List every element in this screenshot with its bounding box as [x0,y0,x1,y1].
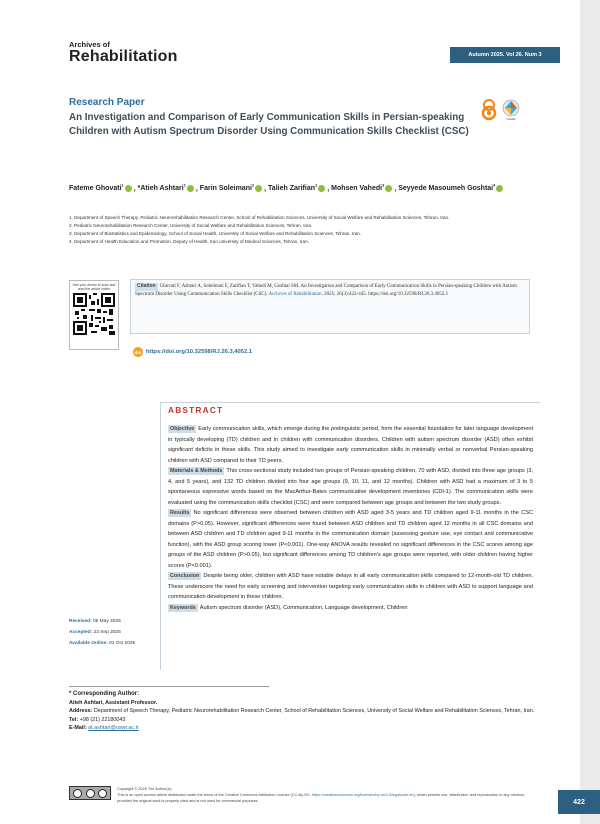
email-link[interactable]: at.ashtari@uswr.ac.ir [88,725,139,732]
corresponding-address [69,707,539,716]
doi-link[interactable]: https://doi.org/10.32598/RJ.26.3.4052.1 [146,349,253,355]
abstract-objective [168,424,533,466]
keywords-label: Keywords [170,604,196,611]
abstract-title: ABSTRACT [168,405,224,415]
crossmark-icon[interactable] [502,99,520,121]
journal-name: Rehabilitation [69,48,178,65]
author-affiliation: 1 [314,183,318,188]
license-url[interactable]: https://creativecommons.org/licenses/by-nc/4.0/legalcode.en [311,793,414,797]
doi-icon: doi [133,347,143,357]
author[interactable] [69,185,134,192]
author-name: Farin Soleimani [199,185,252,193]
cc-by-nc-icon[interactable] [69,786,111,800]
conclusion-label: Conclusion [170,573,200,579]
qr-code-icon [73,293,115,335]
paper-type: Research Paper [69,97,145,108]
citation-label: Citation [137,283,156,289]
author-affiliation: 4 [493,183,496,188]
affiliation-2: 2. Pediatric Neurorehabilitation Research Center, University of Social Welfare and Rehabilitation Sciences, Tehran, Iran. [69,223,313,228]
orcid-icon[interactable] [385,185,392,192]
article-dates [69,616,135,649]
issue-info: Autumn 2025. Vol 26. Num 3 [450,47,560,63]
corresponding-author [69,686,539,733]
license-text [117,786,529,804]
author-separator: , [394,185,399,193]
objective-label: Objective [170,426,195,432]
license-tail: ), which permits use, distribution, and reproduction in any medium, provided the original work is properly cited and is not used for commercial purposes. [117,793,526,803]
received-date: 05 May 2025 [93,619,121,624]
accepted-label: Accepted: [69,630,93,635]
received-label: Received: [69,619,92,624]
author[interactable] [138,185,196,192]
license-body: This is an open access article distributed under the terms of the Creative Commons Attribution License (CC-By-NC: [117,793,311,797]
author-name: Mohsen Vahedi [331,185,383,193]
conclusion-text: Despite being older, children with ASD have notable delays in all early communication skills compared to 12-month-old TD children. These underscore the need for early screening and intervention targeting early communication skills in children with ASD to support language and communication development in these children. [168,573,533,600]
citation-box [130,279,530,334]
author-affiliation: 3 [382,183,385,188]
author-separator: , [195,185,200,193]
methods-label: Materials & Methods [170,468,223,474]
orcid-icon[interactable] [187,185,194,192]
tel-value: +98 (21) 22180043 [79,716,126,723]
citation-text: Ghovati F, Ashtari A, Soleimani F, Zarifian T, Vahedi M, Goshtai SM. An Investigation and Comparison of Early Communication Skills in Persian-speaking Children with Autism Spectrum Disorder Using Communication Skills Checklist (CSC). [135,284,517,297]
keywords-text: Autism spectrum disorder (ASD), Communication, Language development, Children [199,604,408,611]
abstract-keywords [168,603,533,614]
corresponding-tel [69,716,539,725]
corresponding-heading: * Corresponding Author: [69,691,140,697]
orcid-icon[interactable] [318,185,325,192]
author-name: *Atieh Ashtari [137,185,184,193]
online-date: 01 Oct 2025 [109,641,136,646]
affiliation-4: 4. Department of Health Education and Promotion, Deputy of Health, Iran university of Medical Sciences, Tehran, Iran. [69,239,309,244]
author-affiliation: 2 [251,183,255,188]
orcid-icon[interactable] [496,185,503,192]
license-area [69,786,529,804]
badges [480,99,520,121]
author-separator: , [327,185,332,193]
author[interactable] [268,185,327,192]
tel-label: Tel: [69,716,79,723]
author-name: Seyyede Masoumeh Goshtai [398,185,494,193]
results-label: Results [170,510,190,516]
qr-caption: Use your device to scan and read the article online [72,283,116,291]
abstract-results [168,508,533,571]
author[interactable] [200,185,264,192]
author-name: Fateme Ghovati [69,185,122,193]
author-affiliation: 1 [183,183,186,188]
abstract-body [168,424,533,613]
abstract-methods [168,466,533,508]
author[interactable] [398,185,505,192]
crossmark-label: CrossMark [503,117,519,121]
side-stripe [580,0,600,824]
orcid-icon[interactable] [125,185,132,192]
copyright: Copyright © 2025 The Author(s); [117,787,172,791]
corresponding-name: Atieh Ashtari, Assistant Professor. [69,699,158,706]
citation-journal-link[interactable]: Archives of Rehabilitation [268,291,322,297]
email-label: E-Mail: [69,725,87,732]
corresponding-email [69,724,539,733]
accepted-date: 23 Sep 2025 [93,630,121,635]
methods-text: This cross-sectional study included two groups of Persian-speaking children, 70 with ASD, divided into three age groups (3, 4, and 5 years), and 132 TD children divided into four age groups (9, 10, 11, and 12 months). Children with ASD had a maximum of 3 to 5 spontaneous expressive words based on the MacArthur-Bates communicative development inventories (CDI-1). The communication skills were evaluated using the communication skills checklist (CSC) and were compared between age groups and between the two study groups. [168,468,533,506]
author-affiliation: 1 [121,183,124,188]
qr-box[interactable] [69,280,119,350]
divider [69,686,269,687]
doi-line[interactable] [133,347,252,357]
objective-text: Early communication skills, which emerge during the prelinguistic period, form the essential foundation for later language development in typically developing (TD) children and in children with communication disorders. Children with autism spectrum disorder (ASD) often exhibit significant deficits in these skills. This study aimed to investigate early communication skills in minimally verbal or nonverbal Persian-speaking children with ASD compared to their TD peers. [168,426,533,464]
open-access-icon[interactable] [480,99,498,121]
address-text: Department of Speech Therapy, Pediatric Neurorehabilitation Research Center, School of Rehabilitation Sciences, University of Social Welfare and Rehabilitation Sciences, Tehran, Iran. [93,708,535,715]
affiliation-3: 3. Department of Biostatistics and Epidemiology, School of Social Health, University of Social Welfare and Rehabilitation Sciences, Tehran, Iran. [69,231,362,236]
author-list [69,183,559,192]
paper-title: An Investigation and Comparison of Early Communication Skills in Persian-speaking Children with Autism Spectrum Disorder Using Communication Skills Checklist (CSC) [69,112,469,137]
author-separator: , [264,185,269,193]
results-text: No significant differences were observed between children with ASD aged 3-5 years and TD children aged 9-11 months in the CSC domains (P>0.05). However, significant differences were found between ASD children and TD children aged 12 months in all CSC domains and between ASD children and TD children aged 9-11 months in the communication domain (assessing gesture use, eye contact and communicative function), with the ASD group scoring lower (P<0.001). One-way ANOVA results revealed no significant differences in the CSC scores among age groups of the ASD children (P>0.05), but significant differences among TD children's age groups were reported, with older children having higher scores (P<0.001). [168,510,533,569]
online-label: Available Online: [69,641,108,646]
orcid-icon[interactable] [255,185,262,192]
address-label: Address: [69,708,93,715]
author-separator: , [133,185,138,193]
affiliation-1: 1. Department of Speech Therapy, Pediatric Neurorehabilitation Research Center, School of Rehabilitation Sciences, University of Social Welfare and Rehabilitation Sciences, Tehran, Iran. [69,215,450,220]
affiliations [69,214,529,246]
author-name: Talieh Zarifian [268,185,315,193]
abstract-conclusion [168,571,533,603]
author[interactable] [331,185,394,192]
journal-name-small: Archives of [69,40,110,49]
page-number: 422 [558,790,600,814]
citation-tail: . 2025; 26(3):422-445. https://doi.org/10.32598/RJ.26.3.4052.1 [321,291,449,297]
